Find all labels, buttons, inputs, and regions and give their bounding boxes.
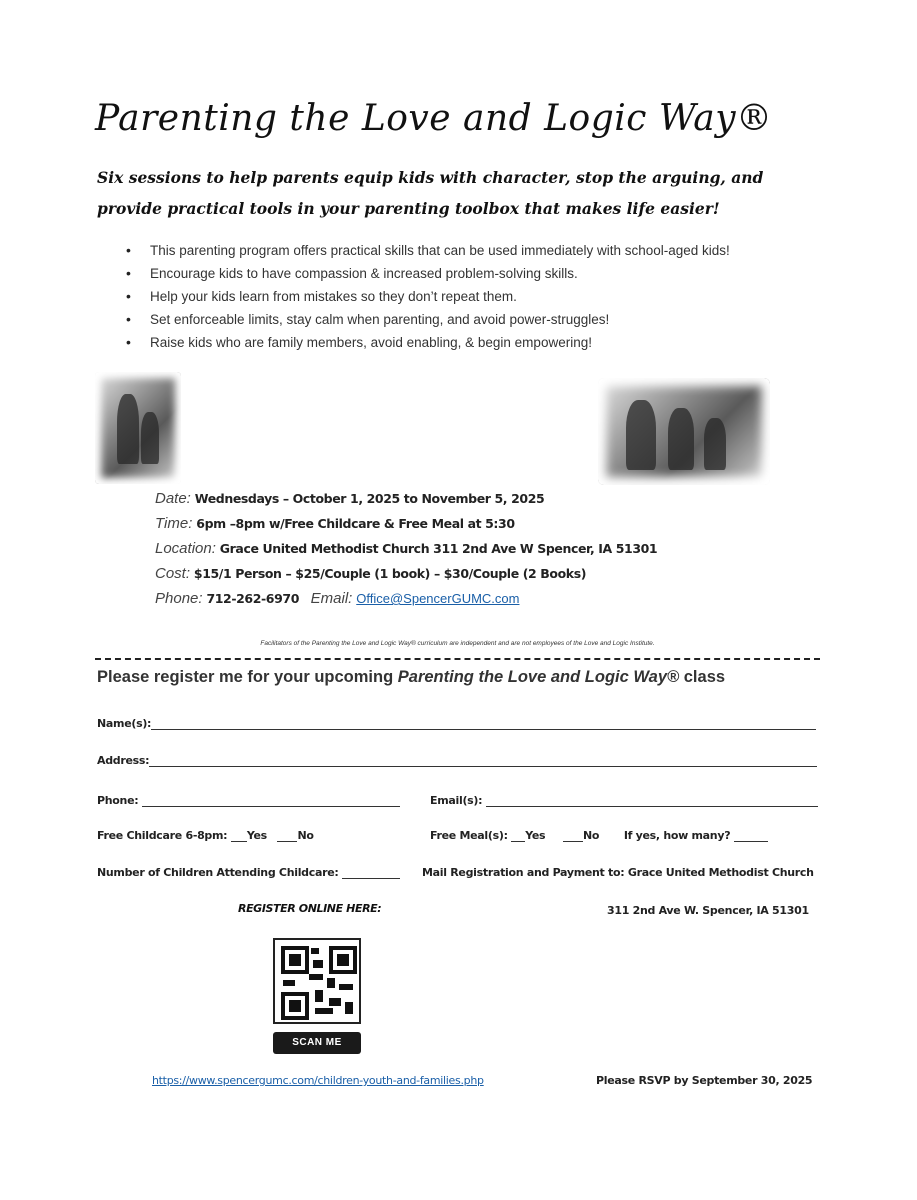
email-field-row: Email(s): [430, 792, 818, 807]
cost-row: Cost: $15/1 Person – $25/Couple (1 book) – $30/Couple (2 Books) [155, 565, 587, 582]
childcare-row: Free Childcare 6-8pm: Yes No [97, 829, 314, 842]
children-count-row: Number of Children Attending Childcare: [97, 866, 400, 879]
mail-to: Mail Registration and Payment to: Grace United Methodist Church [422, 866, 814, 879]
list-item: • Raise kids who are family members, avoid enabling, & begin empowering! [122, 332, 822, 353]
time-row: Time: 6pm –8pm w/Free Childcare & Free Meal at 5:30 [155, 515, 515, 532]
list-item: • Set enforceable limits, stay calm when parenting, and avoid power-struggles! [122, 309, 822, 330]
subtitle: Six sessions to help parents equip kids with character, stop the arguing, and provide practical tools in your parenting toolbox that makes life easier! [97, 168, 764, 218]
email-field[interactable] [486, 792, 818, 807]
register-heading: Please register me for your upcoming Parenting the Love and Logic Way® class [97, 668, 726, 686]
bullet-icon: • [126, 334, 131, 350]
event-details [155, 486, 657, 611]
bullet-list [122, 240, 822, 355]
children-count-field[interactable] [342, 866, 400, 879]
phone-field-row: Phone: [97, 792, 400, 807]
childcare-no-blank[interactable] [277, 829, 297, 842]
email-link[interactable]: Office@SpencerGUMC.com [356, 591, 520, 606]
bullet-icon: • [126, 265, 131, 281]
scan-me-label: SCAN ME [273, 1032, 361, 1054]
meal-no-blank[interactable] [563, 829, 583, 842]
contact-row: Phone: 712-262-6970 Email: Office@SpencerGUMC.com [155, 590, 520, 607]
phone-field[interactable] [142, 792, 400, 807]
meal-count-blank[interactable] [734, 829, 768, 842]
childcare-yes-blank[interactable] [231, 829, 247, 842]
cut-line [95, 658, 820, 660]
registration-link[interactable]: https://www.spencergumc.com/children-youth-and-families.php [152, 1074, 484, 1087]
names-field-row: Name(s): [97, 715, 816, 730]
mail-address: 311 2nd Ave W. Spencer, IA 51301 [607, 904, 809, 917]
meal-row: Free Meal(s): Yes No If yes, how many? [430, 829, 768, 842]
rsvp-deadline: Please RSVP by September 30, 2025 [596, 1074, 813, 1087]
list-item: • This parenting program offers practical skills that can be used immediately with school-aged kids! [122, 240, 822, 261]
list-item: • Encourage kids to have compassion & increased problem-solving skills. [122, 263, 822, 284]
address-field[interactable] [149, 752, 817, 767]
location-row: Location: Grace United Methodist Church 311 2nd Ave W Spencer, IA 51301 [155, 540, 658, 557]
address-field-row: Address: [97, 752, 817, 767]
page-title: Parenting the Love and Logic Way® [95, 98, 773, 139]
date-row: Date: Wednesdays – October 1, 2025 to November 5, 2025 [155, 490, 545, 507]
bullet-icon: • [126, 311, 131, 327]
family-photo-right [598, 378, 770, 485]
bullet-icon: • [126, 288, 131, 304]
qr-code[interactable] [273, 938, 361, 1024]
bullet-icon: • [126, 242, 131, 258]
register-online-label: REGISTER ONLINE HERE: [238, 902, 382, 915]
disclaimer: Facilitators of the Parenting the Love and Logic Way® curriculum are independent and are not employees of the Love and Logic Institute. [260, 640, 655, 647]
family-photo-left [95, 372, 181, 484]
meal-yes-blank[interactable] [511, 829, 525, 842]
list-item: • Help your kids learn from mistakes so they don’t repeat them. [122, 286, 822, 307]
names-field[interactable] [151, 715, 816, 730]
